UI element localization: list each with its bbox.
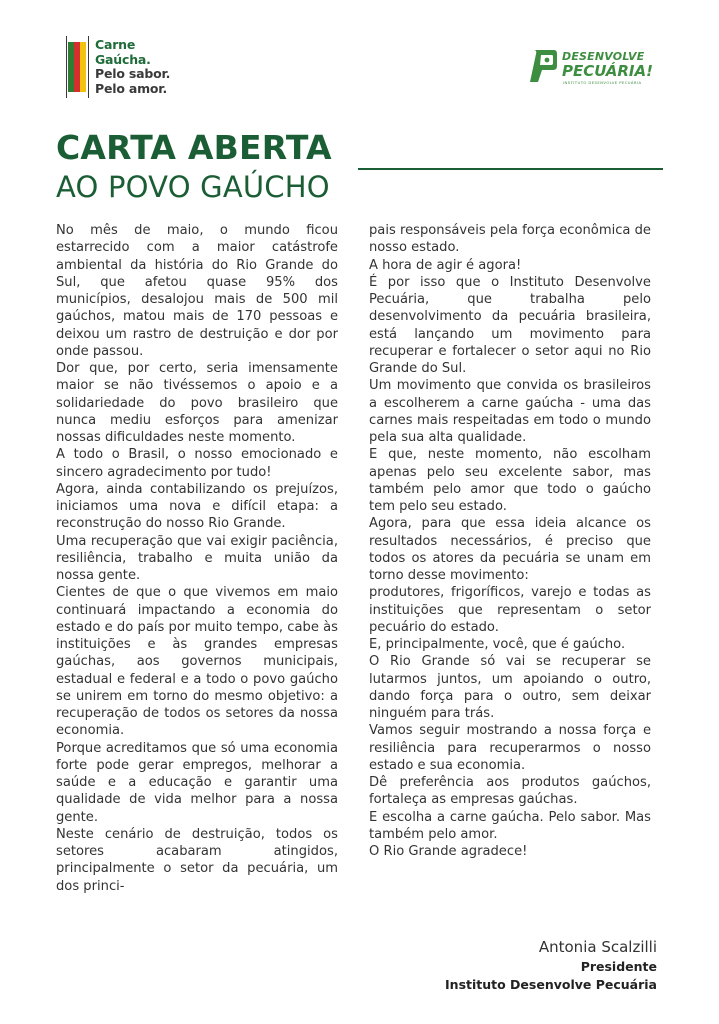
logo-line-3: Pelo sabor. [95,66,171,81]
paragraph: A todo o Brasil, o nosso emocionado e sincero agradecimento por tudo! [56,447,338,480]
paragraph: produtores, frigoríficos, varejo e todas as instituições que representam o setor pecuário do estado. [369,585,651,635]
logo-line-4: Pelo amor. [95,80,168,96]
desenvolve-pecuaria-logo [528,46,678,90]
paragraph: E que, neste momento, não escolham apenas pelo seu excelente sabor, mas também pelo amor que todo o gaúcho tem pelo seu estado. [369,447,651,514]
title-divider [358,168,663,170]
rio-grande-flag-icon [68,42,88,100]
paragraph: No mês de maio, o mundo ficou estarrecido com a maior catástrofe ambiental da história do Rio Grande do Sul, que afetou quase 95% dos municípios, desalojou mais de 500 mil gaúchos, matou mais de 170 pessoas e deixou um rastro de destruição e dor por onde passou. [56,223,338,359]
signer-role: Presidente [580,959,657,974]
paragraph: É por isso que o Instituto Desenvolve Pecuária, que trabalha pelo desenvolvimento da pecuária brasileira, está lançando um movimento para recuperar e fortalecer o setor aqui no Rio Grande do Sul. [369,274,651,376]
logo-right-line-2: PECUÁRIA! [562,62,653,80]
paragraph: E escolha a carne gaúcha. Pelo sabor. Mas também pelo amor. [369,809,651,842]
paragraph: Um movimento que convida os brasileiros a escolherem a carne gaúcha - uma das carnes mais respeitadas em todo o mundo pela sua alta qualidade. [369,378,651,445]
paragraph: Dê preferência aos produtos gaúchos, fortaleça as empresas gaúchas. [369,775,651,808]
paragraph: Uma recuperação que vai exigir paciência, resiliência, trabalho e muita união da nossa gente. [56,533,338,583]
logo-right-line-3: INSTITUTO DESENVOLVE PECUÁRIA [563,80,642,85]
paragraph: Porque acreditamos que só uma economia forte pode gerar empregos, melhorar a saúde e a educação e garantir uma qualidade de vida melhor para a nossa gente. [56,740,338,825]
cow-p-logo-icon [528,48,558,84]
paragraph: Agora, para que essa ideia alcance os resultados necessários, é preciso que todos os atores da pecuária se unam em torno desse movimento: [369,516,651,583]
signature-block [445,936,657,994]
logo-line-1: Carne [95,37,136,52]
paragraph: O Rio Grande só vai se recuperar se lutarmos juntos, um apoiando o outro, dando força para o outro, sem deixar ninguém para trás. [369,654,651,721]
paragraph: Dor que, por certo, seria imensamente maior se não tivéssemos o apoio e a solidariedade do povo brasileiro que nunca mediu esforços para amenizar nossas dificuldades neste momento. [56,361,338,445]
page-title-line-1: CARTA ABERTA [56,128,332,167]
signer-organization: Instituto Desenvolve Pecuária [445,977,657,992]
signer-name: Antonia Scalzilli [538,938,657,956]
logo-right-line-1: DESENVOLVE [562,50,645,63]
paragraph: Neste cenário de destruição, todos os setores acabaram atingidos, principalmente o setor da pecuária, um dos princi- [56,826,338,894]
carne-gaucha-logo [68,34,178,104]
paragraph: Agora, ainda contabilizando os prejuízos, iniciamos uma nova e difícil etapa: a reconstrução do nosso Rio Grande. [56,481,338,532]
logo-line-2: Gaúcha. [95,51,151,67]
page-title-line-2: AO POVO GAÚCHO [56,170,330,204]
letter-left-column [56,222,338,895]
paragraph: E, principalmente, você, que é gaúcho. [369,637,626,652]
paragraph: Cientes de que o que vivemos em maio continuará impactando a economia do estado e do país por muito tempo, cabe às instituições e às grandes empresas gaúchas, aos governos municipais, estadual e federal e a todo o povo gaúcho se unirem em torno do mesmo objetivo: a recuperação de todos os setores da nossa economia. [56,585,338,739]
letter-right-column [369,222,651,860]
paragraph: O Rio Grande agradece! [369,844,528,859]
logo-slogan [95,38,170,96]
paragraph: Vamos seguir mostrando a nossa força e resiliência para recuperarmos o nosso estado e sua economia. [369,723,651,773]
paragraph: pais responsáveis pela força econômica de nosso estado. [369,223,651,256]
paragraph: A hora de agir é agora! [369,257,522,273]
